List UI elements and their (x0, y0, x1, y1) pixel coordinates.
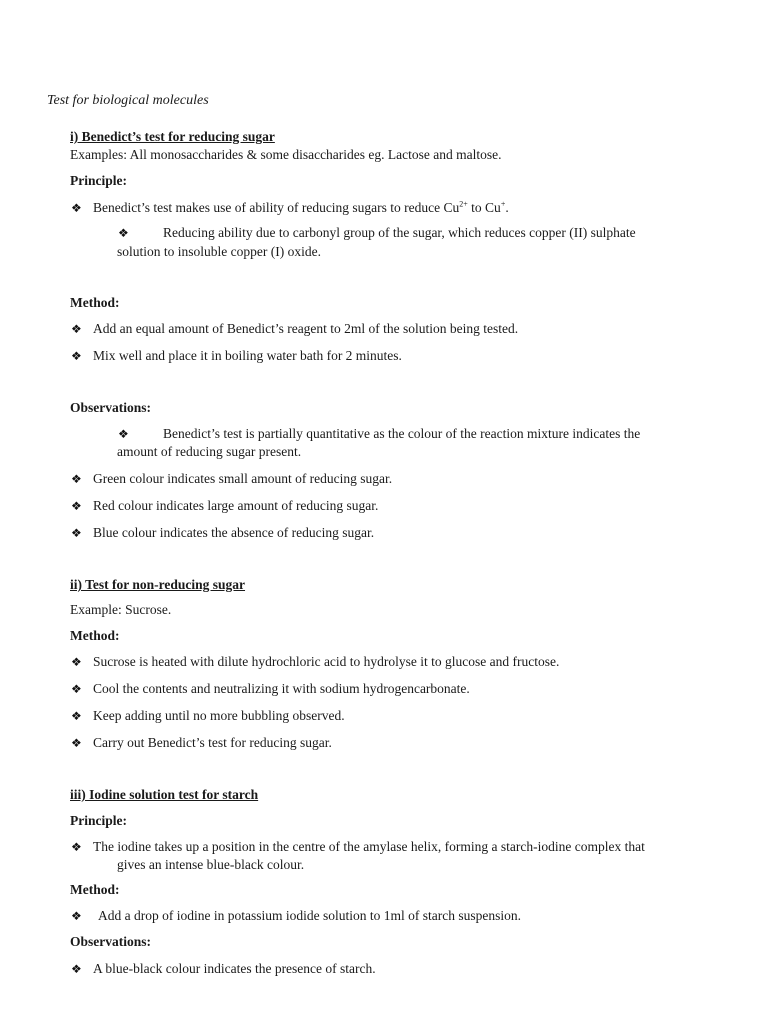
observations-label: Observations: (70, 400, 151, 415)
observation-item: Green colour indicates small amount of reducing sugar. (93, 471, 393, 486)
charge-superscript: 2+ (459, 199, 468, 209)
bullet-icon: ❖ (71, 201, 82, 215)
method-item: Sucrose is heated with dilute hydrochloric acid to hydrolyse it to glucose and fructose. (93, 654, 560, 669)
bullet-icon: ❖ (118, 226, 129, 240)
method-item: Add a drop of iodine in potassium iodide solution to 1ml of starch suspension. (98, 908, 521, 923)
document-title: Test for biological molecules (47, 93, 209, 108)
bullet-icon: ❖ (71, 322, 82, 336)
examples-text: Examples: All monosaccharides & some disaccharides eg. Lactose and maltose. (70, 147, 502, 162)
method-item: Mix well and place it in boiling water bath for 2 minutes. (93, 348, 402, 363)
bullet-icon: ❖ (71, 840, 82, 854)
method-item: Add an equal amount of Benedict’s reagent to 2ml of the solution being tested. (93, 321, 519, 336)
principle-text: Benedict’s test makes use of ability of reducing sugars to reduce Cu (93, 200, 460, 215)
section-heading-non-reducing: ii) Test for non-reducing sugar (70, 577, 246, 592)
bullet-icon: ❖ (118, 427, 129, 441)
principle-subitem-line: Reducing ability due to carbonyl group of the sugar, which reduces copper (II) sulphate (163, 225, 636, 240)
principle-text: to Cu (467, 200, 501, 215)
bullet-icon: ❖ (71, 349, 82, 363)
bullet-icon: ❖ (71, 962, 82, 976)
bullet-icon: ❖ (71, 736, 82, 750)
method-label: Method: (70, 295, 120, 310)
principle-text: . (505, 200, 509, 215)
principle-subitem-line: solution to insoluble copper (I) oxide. (117, 244, 321, 259)
principle-label: Principle: (70, 813, 127, 828)
principle-item-line: The iodine takes up a position in the centre of the amylase helix, forming a starch-iodine complex that (93, 839, 645, 854)
method-label: Method: (70, 628, 120, 643)
observations-label: Observations: (70, 934, 151, 949)
bullet-icon: ❖ (71, 682, 82, 696)
principle-label: Principle: (70, 173, 127, 188)
observation-subitem-line: Benedict’s test is partially quantitative as the colour of the reaction mixture indicates the (163, 426, 641, 441)
principle-item (93, 199, 509, 217)
method-label: Method: (70, 882, 120, 897)
bullet-icon: ❖ (71, 909, 82, 923)
section-heading-benedicts: i) Benedict’s test for reducing sugar (70, 129, 275, 144)
observation-subitem-line: amount of reducing sugar present. (117, 444, 302, 459)
bullet-icon: ❖ (71, 655, 82, 669)
observation-item: A blue-black colour indicates the presence of starch. (93, 961, 376, 976)
bullet-icon: ❖ (71, 499, 82, 513)
method-item: Keep adding until no more bubbling observed. (93, 708, 345, 723)
charge-superscript: + (500, 199, 506, 209)
bullet-icon: ❖ (71, 526, 82, 540)
observation-item: Red colour indicates large amount of reducing sugar. (93, 498, 379, 513)
bullet-icon: ❖ (71, 709, 82, 723)
example-text: Example: Sucrose. (70, 602, 172, 617)
bullet-icon: ❖ (71, 472, 82, 486)
section-heading-iodine: iii) Iodine solution test for starch (70, 787, 259, 802)
method-item: Cool the contents and neutralizing it with sodium hydrogencarbonate. (93, 681, 470, 696)
principle-item-line: gives an intense blue-black colour. (117, 857, 305, 872)
observation-item: Blue colour indicates the absence of reducing sugar. (93, 525, 375, 540)
method-item: Carry out Benedict’s test for reducing sugar. (93, 735, 332, 750)
